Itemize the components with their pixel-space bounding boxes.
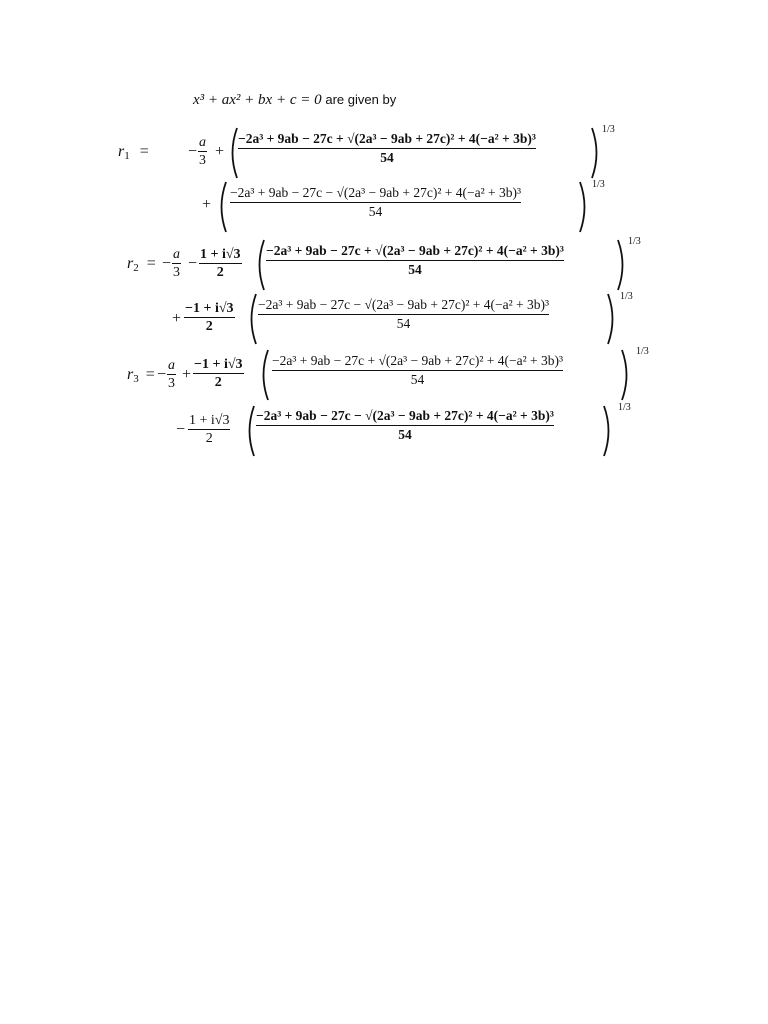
minus-sign: − [176, 421, 186, 438]
fraction-a-over-3: a 3 [173, 247, 180, 280]
fraction-minus-1-plus-i-sqrt3-over-2: −1 + i√3 2 [185, 301, 234, 334]
big-fraction-minus: −2a³ + 9ab − 27c − √(2a³ − 9ab + 27c)² + 4(−a² + 3b)³ 54 [258, 297, 550, 331]
exponent-one-third: 1/3 [628, 236, 641, 247]
right-paren [602, 404, 614, 458]
exponent-one-third: 1/3 [636, 346, 649, 357]
intro-line [193, 92, 396, 109]
label-r1: $r_1$ = [118, 143, 149, 162]
fraction-1-plus-i-sqrt3-over-2: 1 + i√3 2 [200, 247, 241, 280]
label-r2: $r_2$ = [127, 255, 156, 274]
left-paren [258, 348, 270, 402]
label-r3: $r_3$ = [127, 366, 155, 385]
big-fraction-plus: −2a³ + 9ab − 27c + √(2a³ − 9ab + 27c)² + 4(−a² + 3b)³ 54 [266, 243, 564, 277]
exponent-one-third: 1/3 [618, 402, 631, 413]
exponent-one-third: 1/3 [592, 179, 605, 190]
plus-sign: + [172, 310, 182, 327]
right-paren [616, 238, 628, 292]
left-paren [254, 238, 266, 292]
right-paren [606, 292, 618, 346]
fraction-1-plus-i-sqrt3-over-2: 1 + i√3 2 [189, 413, 230, 446]
minus-sign: − [157, 366, 167, 383]
minus-sign: − [188, 143, 198, 160]
big-fraction-minus: −2a³ + 9ab − 27c − √(2a³ − 9ab + 27c)² + 4(−a² + 3b)³ 54 [230, 185, 522, 219]
right-paren [590, 126, 602, 180]
minus-sign: − [162, 255, 172, 272]
fraction-a-over-3: a 3 [168, 358, 175, 391]
exponent-one-third: 1/3 [602, 124, 615, 135]
fraction-a-over-3: a 3 [199, 135, 206, 168]
left-paren [216, 180, 228, 234]
minus-sign: − [188, 255, 198, 272]
left-paren [244, 404, 256, 458]
polynomial-equation: x³ + ax² + bx + c = 0 [193, 92, 322, 108]
big-fraction-plus: −2a³ + 9ab − 27c + √(2a³ − 9ab + 27c)² + 4(−a² + 3b)³ 54 [238, 131, 536, 165]
plus-sign: + [215, 143, 225, 160]
intro-text: are given by [325, 92, 397, 107]
right-paren [578, 180, 590, 234]
fraction-minus-1-plus-i-sqrt3-over-2: −1 + i√3 2 [194, 357, 243, 390]
plus-sign: + [182, 366, 192, 383]
left-paren [246, 292, 258, 346]
big-fraction-plus: −2a³ + 9ab − 27c + √(2a³ − 9ab + 27c)² + 4(−a² + 3b)³ 54 [272, 353, 564, 387]
exponent-one-third: 1/3 [620, 291, 633, 302]
big-fraction-minus: −2a³ + 9ab − 27c − √(2a³ − 9ab + 27c)² + 4(−a² + 3b)³ 54 [256, 408, 554, 442]
plus-sign: + [202, 196, 212, 213]
right-paren [620, 348, 632, 402]
